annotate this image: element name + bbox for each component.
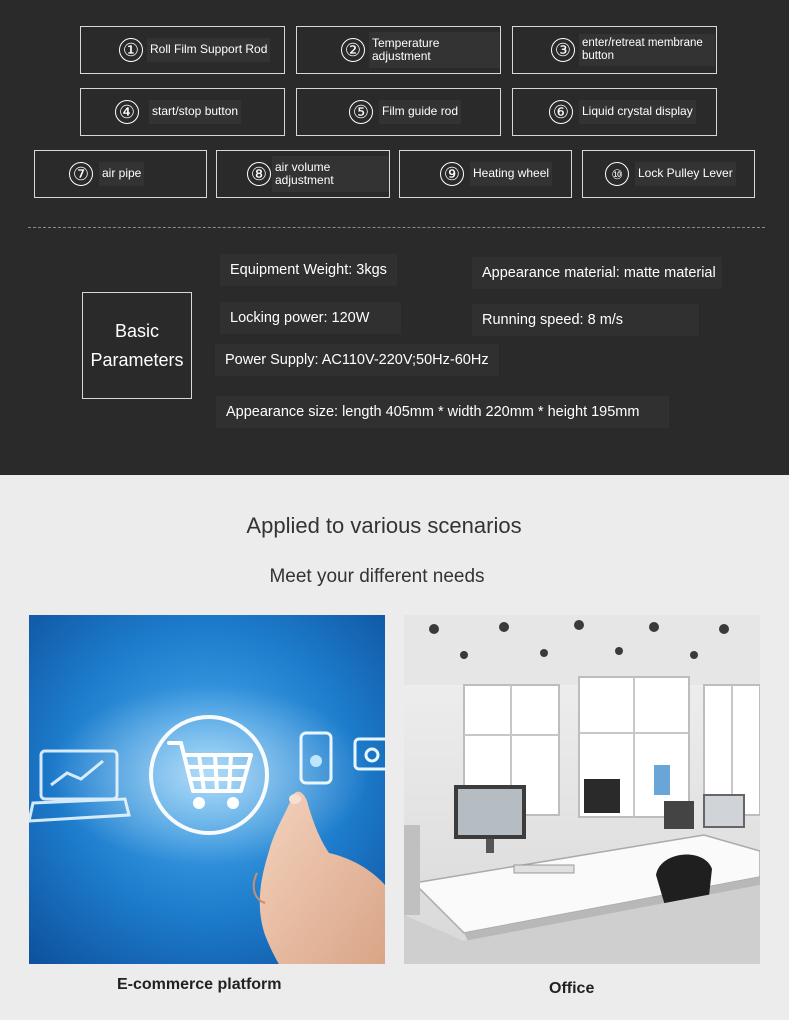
param-power: Locking power: 120W <box>220 302 401 334</box>
scenarios-subtitle: Meet your different needs <box>269 566 485 587</box>
part-membrane-button <box>512 26 717 74</box>
scenarios-title: Applied to various scenarios <box>246 513 522 538</box>
part-start-stop-button <box>80 88 285 136</box>
part-label: Heating wheel <box>470 162 552 185</box>
part-label: Roll Film Support Rod <box>147 38 270 61</box>
number-9-icon: ⑨ <box>440 162 464 186</box>
part-label: start/stop button <box>149 100 241 123</box>
part-film-guide-rod <box>296 88 501 136</box>
part-air-pipe <box>34 150 207 198</box>
dashed-divider <box>28 227 765 228</box>
office-photo <box>404 615 760 964</box>
shopping-cart-icon <box>29 615 385 964</box>
part-label: Liquid crystal display <box>579 100 696 123</box>
part-air-volume-adjustment <box>216 150 390 198</box>
part-liquid-crystal-display <box>512 88 717 136</box>
part-temperature-adjustment <box>296 26 501 74</box>
basic-title-line1: Basic <box>114 320 159 341</box>
part-roll-film-support-rod <box>80 26 285 74</box>
ecommerce-photo <box>29 615 385 964</box>
number-6-icon: ⑥ <box>549 100 573 124</box>
part-label: Lock Pulley Lever <box>635 162 736 185</box>
part-label: air pipe <box>99 162 144 185</box>
param-weight: Equipment Weight: 3kgs <box>220 254 397 286</box>
param-material: Appearance material: matte material <box>472 257 722 289</box>
number-1-icon: ① <box>119 38 143 62</box>
number-10-icon: ⑩ <box>605 162 629 186</box>
office-scene-icon <box>404 615 760 964</box>
parts-section <box>0 0 789 475</box>
number-7-icon: ⑦ <box>69 162 93 186</box>
part-lock-pulley-lever <box>582 150 755 198</box>
param-size: Appearance size: length 405mm * width 220mm * height 195mm <box>216 396 669 428</box>
number-8-icon: ⑧ <box>247 162 271 186</box>
caption-office: Office <box>549 980 595 997</box>
part-label: air volume adjustment <box>272 156 389 192</box>
number-4-icon: ④ <box>115 100 139 124</box>
part-label: Film guide rod <box>379 100 461 123</box>
number-2-icon: ② <box>341 38 365 62</box>
number-5-icon: ⑤ <box>349 100 373 124</box>
part-label: Temperature adjustment <box>369 32 500 68</box>
caption-ecommerce: E-commerce platform <box>117 976 282 993</box>
basic-parameters-box <box>82 292 192 399</box>
param-speed: Running speed: 8 m/s <box>472 304 699 336</box>
basic-title-line2: Parameters <box>90 349 184 370</box>
part-heating-wheel <box>399 150 572 198</box>
number-3-icon: ③ <box>551 38 575 62</box>
part-label: enter/retreat membrane button <box>579 34 715 65</box>
param-supply: Power Supply: AC110V-220V;50Hz-60Hz <box>215 344 499 376</box>
